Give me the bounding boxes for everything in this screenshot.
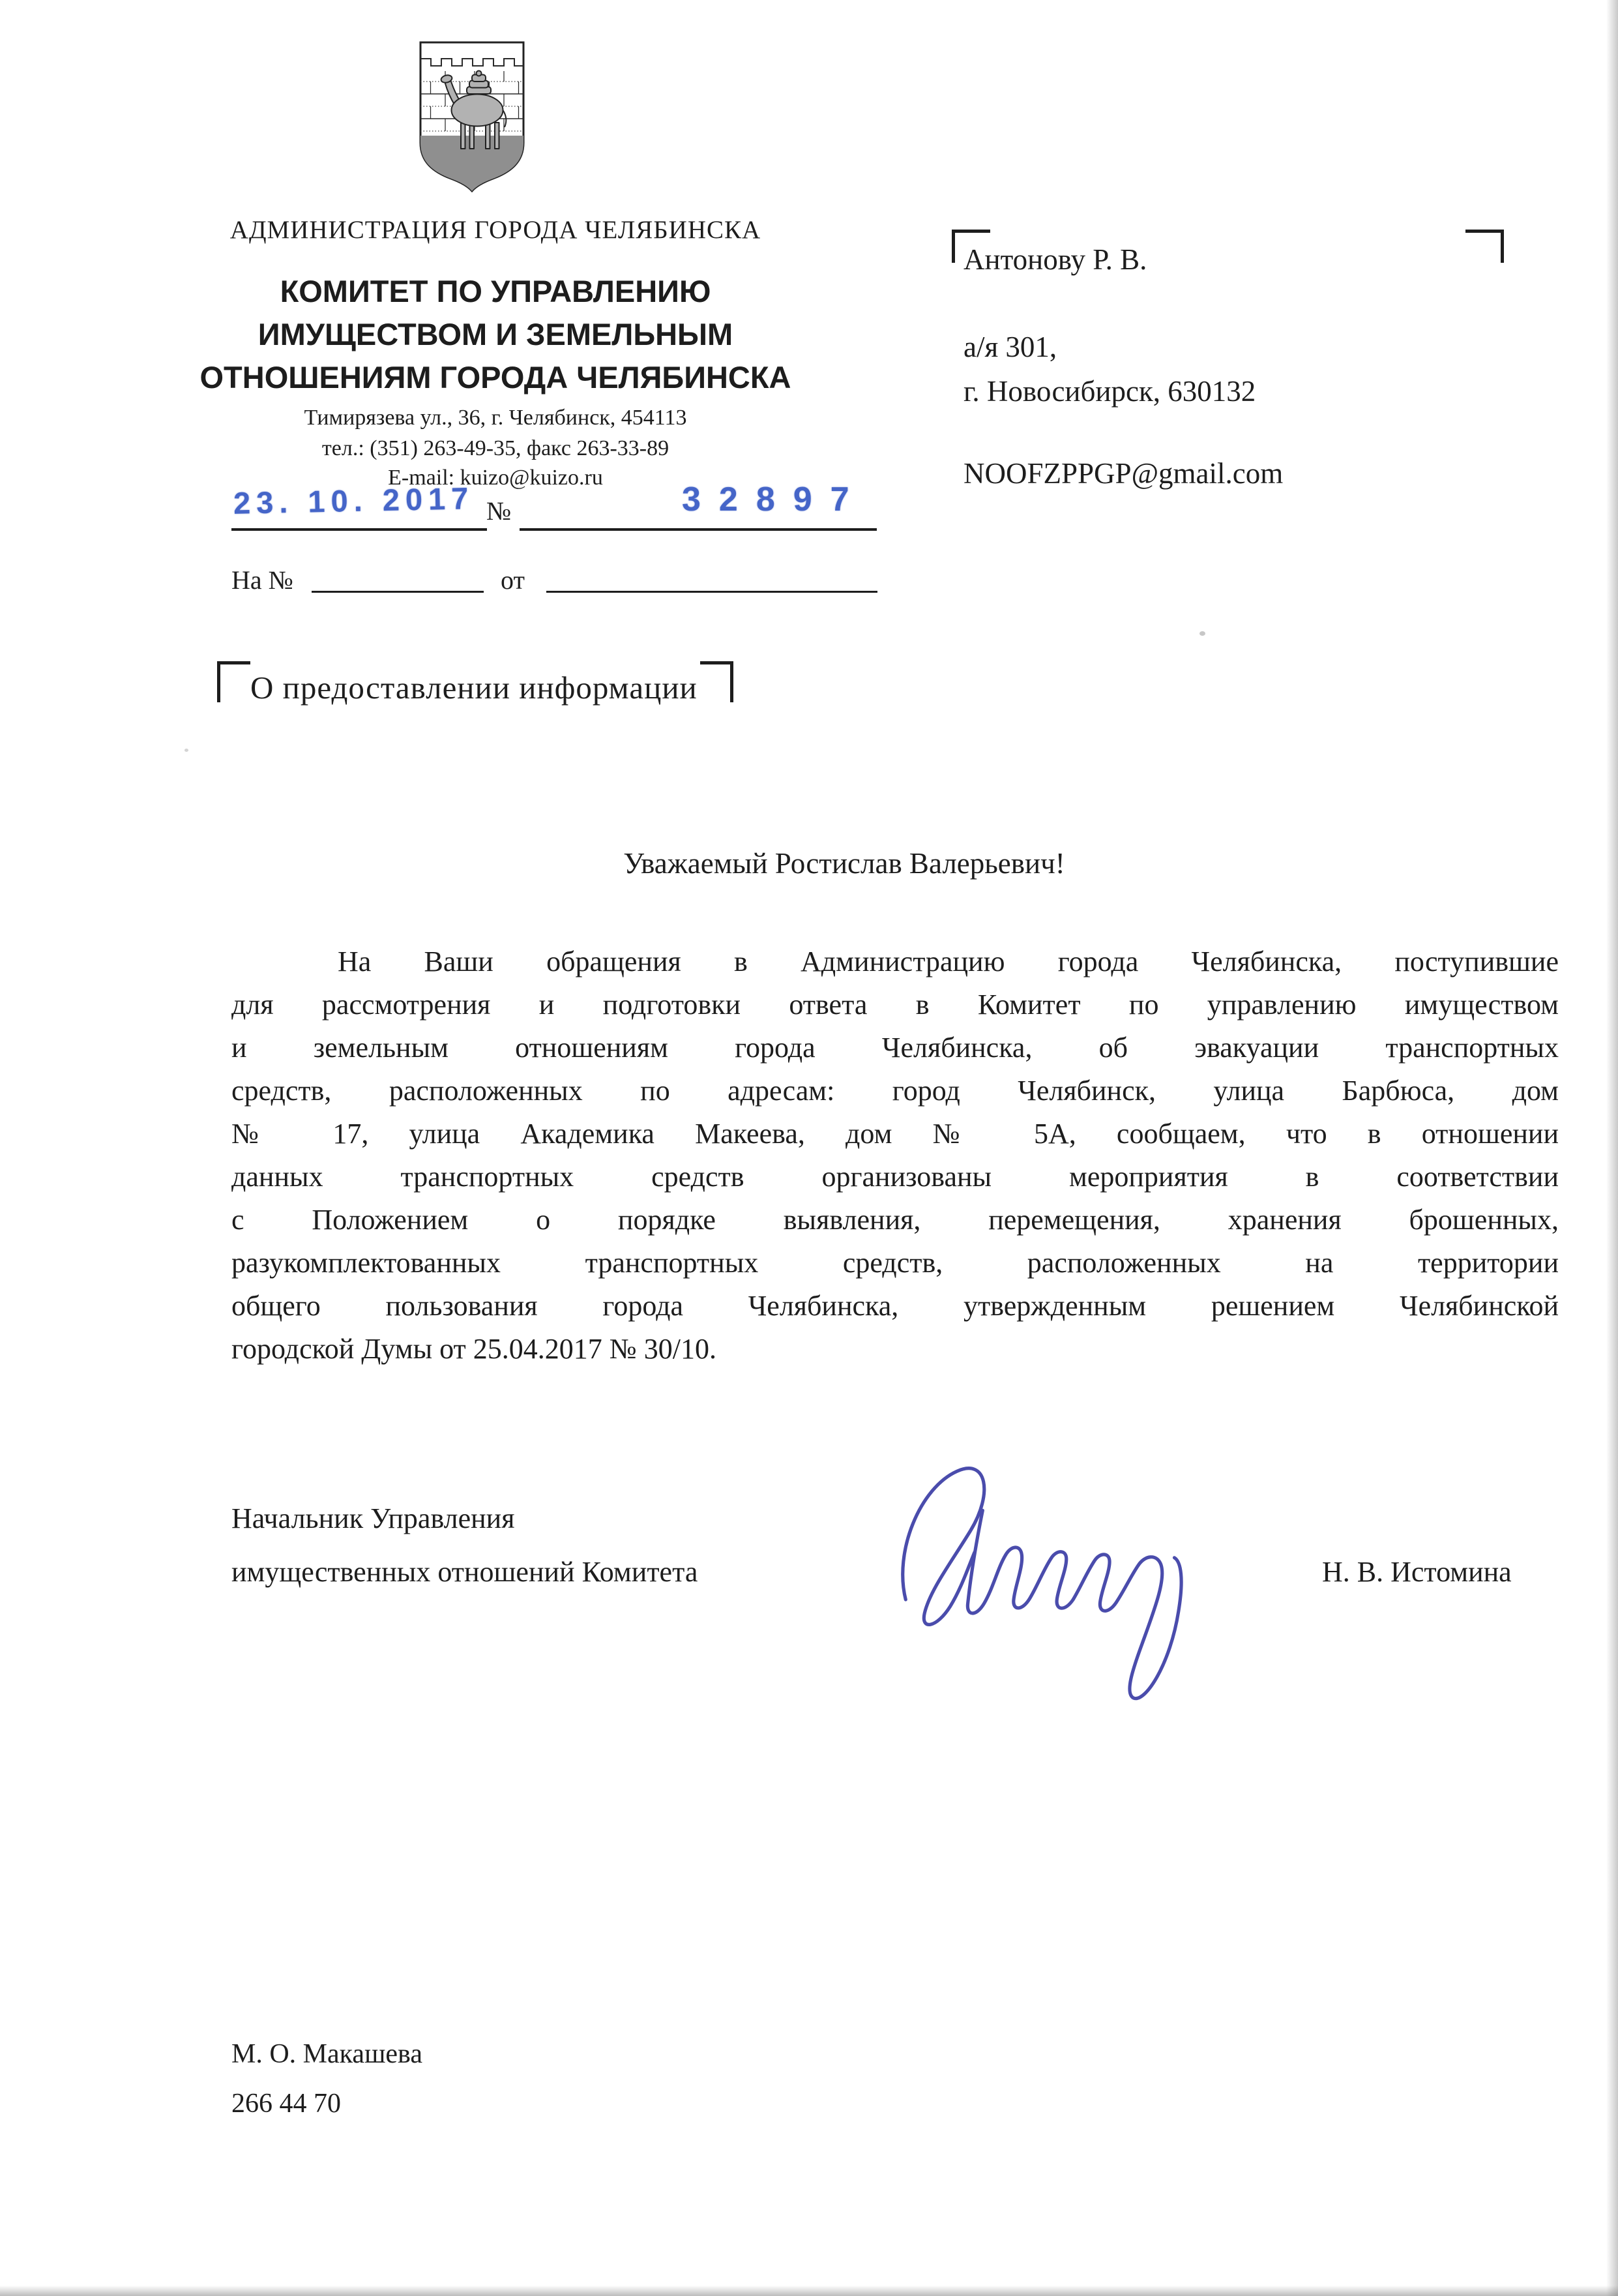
body-line: разукомплектованных транспортных средств, расположенных на территории bbox=[231, 1247, 1559, 1279]
registration-number-stamp: 32897 bbox=[682, 481, 868, 518]
scan-edge-bottom bbox=[0, 2286, 1618, 2296]
recipient-email: NOOFZPPGP@gmail.com bbox=[963, 457, 1284, 490]
body-line: для рассмотрения и подготовки ответа в Комитет по управлению имуществом bbox=[231, 989, 1559, 1021]
body-line: данных транспортных средств организованы мероприятия в соответствии bbox=[231, 1161, 1559, 1193]
signer-position-line-1: Начальник Управления bbox=[231, 1502, 515, 1534]
body-paragraph bbox=[231, 940, 1559, 1371]
recipient-corner-right bbox=[1465, 230, 1504, 263]
recipient-po-box: а/я 301, bbox=[963, 331, 1057, 363]
executor-name: М. О. Макашева bbox=[231, 2039, 422, 2069]
reference-number-underline bbox=[312, 591, 484, 593]
body-line: № 17, улица Академика Макеева, дом № 5А, сообщаем, что в отношении bbox=[231, 1118, 1559, 1150]
scan-speck bbox=[1199, 631, 1205, 636]
signer-position-line-2: имущественных отношений Комитета bbox=[231, 1556, 698, 1588]
reference-number-label: На № bbox=[231, 565, 293, 595]
committee-name-line-1: КОМИТЕТ ПО УПРАВЛЕНИЮ bbox=[280, 274, 711, 308]
body-line: На Ваши обращения в Администрацию города Челябинска, поступившие bbox=[338, 946, 1559, 977]
committee-name-line-2: ИМУЩЕСТВОМ И ЗЕМЕЛЬНЫМ bbox=[257, 317, 733, 351]
date-stamp: 23. 10. 2017 bbox=[233, 481, 475, 520]
date-underline bbox=[231, 528, 487, 531]
reference-date-underline bbox=[546, 591, 877, 593]
body-line: средств, расположенных по адресам: город Челябинск, улица Барбюса, дом bbox=[231, 1075, 1559, 1107]
salutation: Уважаемый Ростислав Валерьевич! bbox=[623, 847, 1065, 880]
scan-speck bbox=[184, 749, 188, 752]
body-line: с Положением о порядке выявления, перемещения, хранения брошенных, bbox=[231, 1204, 1559, 1236]
signer-name: Н. В. Истомина bbox=[1322, 1556, 1512, 1588]
administration-title: АДМИНИСТРАЦИЯ ГОРОДА ЧЕЛЯБИНСКА bbox=[229, 216, 761, 244]
executor-phone: 266 44 70 bbox=[231, 2089, 341, 2119]
subject-text: О предоставлении информации bbox=[250, 670, 698, 706]
signature-icon bbox=[881, 1429, 1259, 1713]
committee-name-line-3: ОТНОШЕНИЯМ ГОРОДА ЧЕЛЯБИНСКА bbox=[199, 360, 791, 395]
number-sign: № bbox=[486, 496, 512, 526]
scan-edge-right bbox=[1606, 0, 1618, 2296]
committee-name bbox=[183, 270, 808, 399]
reference-date-label: от bbox=[501, 565, 525, 595]
body-line: общего пользования города Челябинска, утвержденным решением Челябинской bbox=[231, 1290, 1559, 1322]
number-underline bbox=[520, 528, 877, 531]
subject-corner-right bbox=[700, 661, 733, 702]
recipient-city: г. Новосибирск, 630132 bbox=[963, 375, 1256, 408]
coat-of-arms-icon bbox=[416, 39, 528, 192]
body-line: и земельным отношениям города Челябинска, об эвакуации транспортных bbox=[231, 1032, 1559, 1064]
subject-line bbox=[217, 661, 733, 706]
org-phone: тел.: (351) 263-49-35, факс 263-33-89 bbox=[321, 436, 669, 460]
org-address: Тимирязева ул., 36, г. Челябинск, 454113 bbox=[304, 406, 687, 430]
subject-corner-left bbox=[217, 661, 250, 702]
body-line: городской Думы от 25.04.2017 № 30/10. bbox=[231, 1333, 716, 1365]
recipient-name: Антонову Р. В. bbox=[963, 243, 1147, 276]
org-email: E-mail: kuizo@kuizo.ru bbox=[388, 466, 603, 490]
